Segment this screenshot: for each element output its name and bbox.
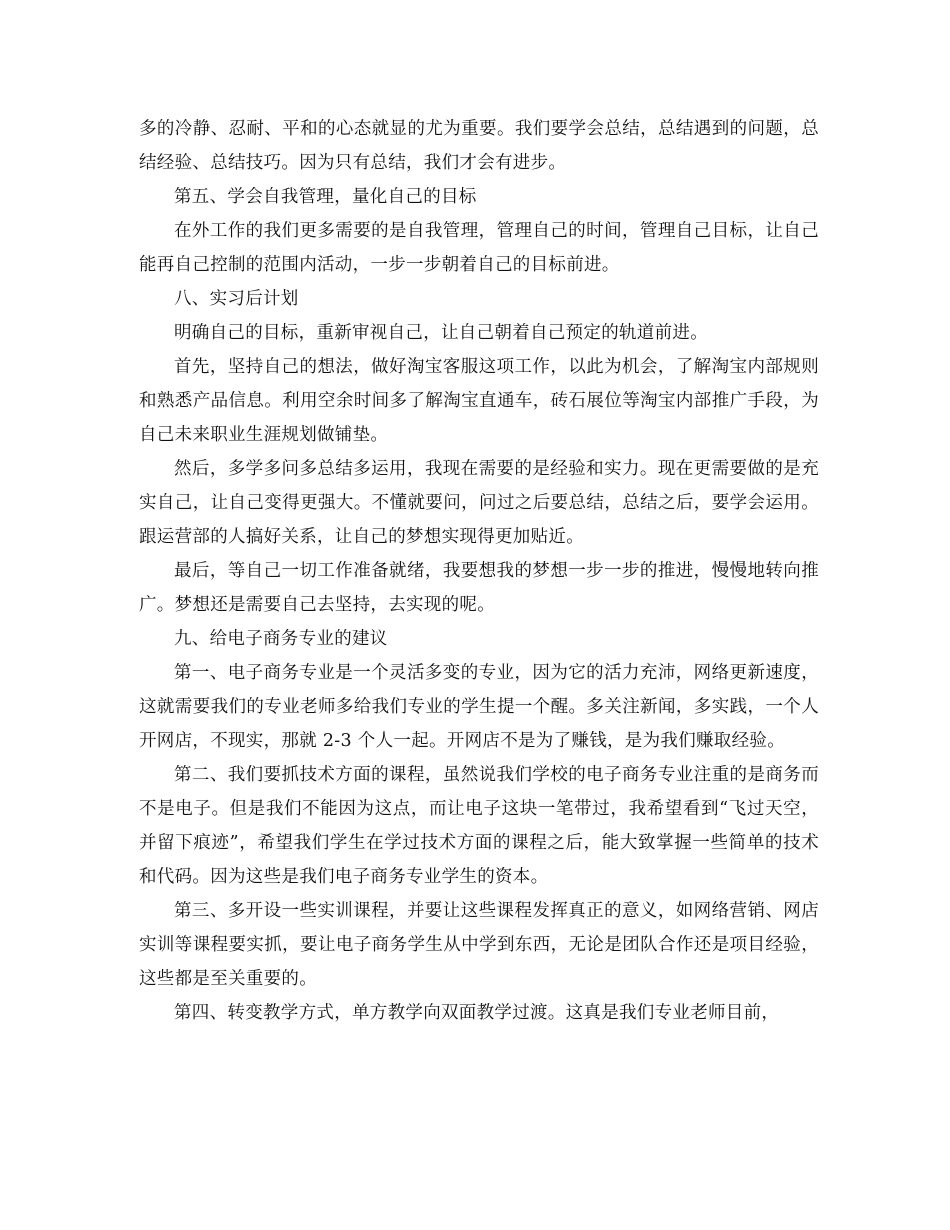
paragraph: 明确自己的目标，重新审视自己，让自己朝着自己预定的轨道前进。	[174, 323, 708, 343]
paragraph: 第二、我们要抓技术方面的课程，虽然说我们学校的电子商务专业注重的是商务而不是电子。但是我们不能因为这点，而让电子这块一笔带过，我希望看到“飞过天空，并留下痕迹”，希望我们学生在学过技术方面的课程之后，能大致掌握一些简单的技术和代码。因为这些是我们电子商务专业学生的资本。	[139, 765, 819, 887]
paragraph: 在外工作的我们更多需要的是自我管理，管理自己的时间，管理自己目标，让自己能再自己控制的范围内活动，一步一步朝着自己的目标前进。	[139, 221, 819, 275]
paragraph: 第三、多开设一些实训课程，并要让这些课程发挥真正的意义，如网络营销、网店实训等课程要实抓，要让电子商务学生从中学到东西，无论是团队合作还是项目经验，这些都是至关重要的。	[139, 901, 819, 989]
section-heading-eight: 八、实习后计划	[174, 289, 299, 309]
paragraph: 最后，等自己一切工作准备就绪，我要想我的梦想一步一步的推进，慢慢地转向推广。梦想还是需要自己去坚持，去实现的呢。	[139, 561, 819, 615]
paragraph: 然后，多学多问多总结多运用，我现在需要的是经验和实力。现在更需要做的是充实自己，让自己变得更强大。不懂就要问，问过之后要总结，总结之后，要学会运用。跟运营部的人搞好关系，让自己的梦想实现得更加贴近。	[139, 459, 819, 547]
paragraph: 第一、电子商务专业是一个灵活多变的专业，因为它的活力充沛，网络更新速度，这就需要我们的专业老师多给我们专业的学生提一个醒。多关注新闻，多实践，一个人开网店，不现实，那就 2-3 个人一起。开网店不是为了赚钱，是为我们赚取经验。	[139, 663, 819, 751]
document-body	[139, 112, 819, 1030]
paragraph: 首先，坚持自己的想法，做好淘宝客服这项工作，以此为机会，了解淘宝内部规则和熟悉产品信息。利用空余时间多了解淘宝直通车，砖石展位等淘宝内部推广手段，为自己未来职业生涯规划做铺垫。	[139, 357, 819, 445]
heading-item-five: 第五、学会自我管理，量化自己的目标	[174, 187, 477, 207]
paragraph: 第四、转变教学方式，单方教学向双面教学过渡。这真是我们专业老师目前，	[174, 1003, 780, 1023]
section-heading-nine: 九、给电子商务专业的建议	[174, 629, 388, 649]
paragraph-continued: 多的冷静、忍耐、平和的心态就显的尤为重要。我们要学会总结，总结遇到的问题，总结经验、总结技巧。因为只有总结，我们才会有进步。	[139, 119, 819, 173]
